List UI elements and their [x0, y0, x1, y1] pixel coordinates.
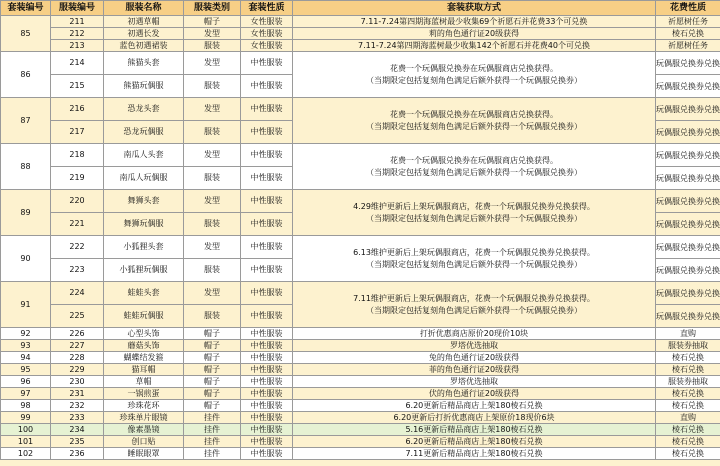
- item-number: 235: [51, 436, 104, 448]
- acquire-method: 花费一个玩偶服兑换券在玩偶服商店兑换获得。 （当期限定包括复刻角色满足后额外获得一个玩偶服兑换券）: [293, 144, 656, 190]
- set-number: 92: [1, 328, 51, 340]
- item-category: 挂件: [184, 448, 241, 460]
- item-number: 222: [51, 236, 104, 259]
- table-row: [1, 236, 720, 259]
- acquire-method: 兔的角色通行证20级获得: [293, 352, 656, 364]
- set-nature: 中性服装: [241, 282, 293, 305]
- set-nature: 中性服装: [241, 98, 293, 121]
- set-nature: 中性服装: [241, 236, 293, 259]
- item-number: 215: [51, 75, 104, 98]
- cost-type: 玩偶服兑换券兑换: [656, 98, 720, 121]
- item-name: 心型头饰: [104, 328, 184, 340]
- acquire-method: 6.13维护更新后上架玩偶服商店，花费一个玩偶服兑换券兑换获得。 （当期限定包括复刻角色满足后额外获得一个玩偶服兑换券）: [293, 236, 656, 282]
- item-category: 发型: [184, 52, 241, 75]
- cost-type: 直购: [656, 412, 720, 424]
- item-name: 像素墨镜: [104, 424, 184, 436]
- acquire-method: 6.20更新后精品商店上架180棱石兑换: [293, 436, 656, 448]
- item-category: 发型: [184, 236, 241, 259]
- table-row: [1, 352, 720, 364]
- item-name: 小狐狸头套: [104, 236, 184, 259]
- item-category: 发型: [184, 98, 241, 121]
- acquire-method: 莉的角色通行证20级获得: [293, 28, 656, 40]
- table-row: [1, 448, 720, 460]
- set-nature: 中性服装: [241, 364, 293, 376]
- item-number: 220: [51, 190, 104, 213]
- acquire-method: 7.11更新后精品商店上架180棱石兑换: [293, 448, 656, 460]
- header-set-number: 套装编号: [1, 1, 51, 16]
- set-nature: 中性服装: [241, 424, 293, 436]
- item-category: 帽子: [184, 352, 241, 364]
- cost-type: 玩偶服兑换券兑换: [656, 144, 720, 167]
- cost-type: 棱石兑换: [656, 28, 720, 40]
- table-row: [1, 98, 720, 121]
- set-number: 97: [1, 388, 51, 400]
- set-nature: 中性服装: [241, 388, 293, 400]
- header-item-category: 服装类别: [184, 1, 241, 16]
- cost-type: 玩偶服兑换券兑换: [656, 75, 720, 98]
- table-row: [1, 16, 720, 28]
- item-name: 睡眠眼罩: [104, 448, 184, 460]
- header-cost-type: 花费性质: [656, 1, 720, 16]
- item-name: 珍珠单片眼镜: [104, 412, 184, 424]
- item-number: 232: [51, 400, 104, 412]
- item-name: 珍珠花环: [104, 400, 184, 412]
- header-row: [1, 1, 720, 16]
- cost-type: 祈愿树任务: [656, 40, 720, 52]
- table-row: [1, 436, 720, 448]
- cost-type: 服装券抽取: [656, 340, 720, 352]
- item-category: 发型: [184, 28, 241, 40]
- set-nature: 中性服装: [241, 75, 293, 98]
- cost-type: 棱石兑换: [656, 400, 720, 412]
- table-row: [1, 28, 720, 40]
- acquire-method: 7.11-7.24第四期海蓝树最少收集69个祈愿石并花费33个可兑换: [293, 16, 656, 28]
- set-nature: 中性服装: [241, 52, 293, 75]
- item-name: 南瓜人玩偶服: [104, 167, 184, 190]
- set-nature: 中性服装: [241, 305, 293, 328]
- set-number: 85: [1, 16, 51, 52]
- acquire-method: 5.16更新后精品商店上架180棱石兑换: [293, 424, 656, 436]
- set-number: 101: [1, 436, 51, 448]
- table-row: [1, 190, 720, 213]
- table-row: [1, 52, 720, 75]
- table-row: [1, 340, 720, 352]
- set-nature: 中性服装: [241, 167, 293, 190]
- acquire-method: 6.20更新后打折优惠商店上架原价18现价6块: [293, 412, 656, 424]
- item-name: 蛙蛙玩偶服: [104, 305, 184, 328]
- set-number: 87: [1, 98, 51, 144]
- set-number: 94: [1, 352, 51, 364]
- set-nature: 中性服装: [241, 376, 293, 388]
- acquire-method: 菲的角色通行证20级获得: [293, 364, 656, 376]
- item-category: 帽子: [184, 364, 241, 376]
- acquire-method: 打折优惠商店原价20现价10块: [293, 328, 656, 340]
- set-nature: 中性服装: [241, 340, 293, 352]
- table-row: [1, 388, 720, 400]
- item-category: 帽子: [184, 376, 241, 388]
- table-row: [1, 40, 720, 52]
- item-name: 创口贴: [104, 436, 184, 448]
- item-name: 一锅煎蛋: [104, 388, 184, 400]
- set-nature: 女性服装: [241, 16, 293, 28]
- item-number: 211: [51, 16, 104, 28]
- acquire-method: 4.29维护更新后上架玩偶服商店，花费一个玩偶服兑换券兑换获得。 （当期限定包括复刻角色满足后额外获得一个玩偶服兑换券）: [293, 190, 656, 236]
- header-item-name: 服装名称: [104, 1, 184, 16]
- item-number: 231: [51, 388, 104, 400]
- header-item-number: 服装编号: [51, 1, 104, 16]
- acquire-method: 花费一个玩偶服兑换券在玩偶服商店兑换获得。 （当期限定包括复刻角色满足后额外获得一个玩偶服兑换券）: [293, 98, 656, 144]
- set-nature: 中性服装: [241, 121, 293, 144]
- set-nature: 中性服装: [241, 352, 293, 364]
- acquire-method: 罗塔优选抽取: [293, 376, 656, 388]
- set-nature: 女性服装: [241, 28, 293, 40]
- set-nature: 中性服装: [241, 144, 293, 167]
- table-row: [1, 282, 720, 305]
- item-category: 帽子: [184, 340, 241, 352]
- item-category: 服装: [184, 40, 241, 52]
- cost-type: 玩偶服兑换券兑换: [656, 236, 720, 259]
- item-number: 233: [51, 412, 104, 424]
- item-name: 舞狮玩偶服: [104, 213, 184, 236]
- acquire-method: 7.11维护更新后上架玩偶服商店，花费一个玩偶服兑换券兑换获得。 （当期限定包括复刻角色满足后额外获得一个玩偶服兑换券）: [293, 282, 656, 328]
- set-number: 90: [1, 236, 51, 282]
- item-name: 舞狮头套: [104, 190, 184, 213]
- cost-type: 玩偶服兑换券兑换: [656, 213, 720, 236]
- item-name: 蝴蝶结发箍: [104, 352, 184, 364]
- item-category: 服装: [184, 305, 241, 328]
- item-number: 221: [51, 213, 104, 236]
- set-number: 98: [1, 400, 51, 412]
- item-number: 230: [51, 376, 104, 388]
- item-category: 发型: [184, 190, 241, 213]
- table-row: [1, 364, 720, 376]
- acquire-method: 罗塔优选抽取: [293, 340, 656, 352]
- item-category: 帽子: [184, 400, 241, 412]
- set-number: 91: [1, 282, 51, 328]
- set-nature: 女性服装: [241, 40, 293, 52]
- set-nature: 中性服装: [241, 190, 293, 213]
- item-number: 234: [51, 424, 104, 436]
- cost-type: 玩偶服兑换券兑换: [656, 259, 720, 282]
- table-row: [1, 424, 720, 436]
- cost-type: 玩偶服兑换券兑换: [656, 121, 720, 144]
- table-row: [1, 144, 720, 167]
- cost-type: 玩偶服兑换券兑换: [656, 190, 720, 213]
- item-name: 恐龙玩偶服: [104, 121, 184, 144]
- cost-type: 玩偶服兑换券兑换: [656, 167, 720, 190]
- item-category: 帽子: [184, 388, 241, 400]
- table-row: [1, 412, 720, 424]
- set-number: 89: [1, 190, 51, 236]
- item-name: 初遇长发: [104, 28, 184, 40]
- item-category: 服装: [184, 259, 241, 282]
- item-number: 218: [51, 144, 104, 167]
- cost-type: 棱石兑换: [656, 424, 720, 436]
- acquire-method: 伏的角色通行证20级获得: [293, 388, 656, 400]
- item-name: 猫耳帽: [104, 364, 184, 376]
- item-number: 219: [51, 167, 104, 190]
- item-name: 南瓜人头套: [104, 144, 184, 167]
- item-number: 225: [51, 305, 104, 328]
- set-number: 86: [1, 52, 51, 98]
- cost-type: 祈愿树任务: [656, 16, 720, 28]
- item-name: 恐龙头套: [104, 98, 184, 121]
- item-name: 蘑菇头饰: [104, 340, 184, 352]
- set-nature: 中性服装: [241, 412, 293, 424]
- item-number: 214: [51, 52, 104, 75]
- item-category: 帽子: [184, 328, 241, 340]
- acquire-method: 花费一个玩偶服兑换券在玩偶服商店兑换获得。 （当期限定包括复刻角色满足后额外获得一个玩偶服兑换券）: [293, 52, 656, 98]
- set-nature: 中性服装: [241, 436, 293, 448]
- item-number: 236: [51, 448, 104, 460]
- item-category: 挂件: [184, 412, 241, 424]
- cost-type: 棱石兑换: [656, 436, 720, 448]
- cost-type: 棱石兑换: [656, 388, 720, 400]
- item-number: 229: [51, 364, 104, 376]
- item-number: 216: [51, 98, 104, 121]
- set-number: 99: [1, 412, 51, 424]
- acquire-method: 7.11-7.24第四期海蓝树最少收集142个祈愿石并花费40个可兑换: [293, 40, 656, 52]
- cost-type: 玩偶服兑换券兑换: [656, 52, 720, 75]
- cost-type: 棱石兑换: [656, 352, 720, 364]
- item-name: 熊猫玩偶服: [104, 75, 184, 98]
- set-number: 93: [1, 340, 51, 352]
- item-number: 217: [51, 121, 104, 144]
- item-name: 蛙蛙头套: [104, 282, 184, 305]
- cost-type: 玩偶服兑换券兑换: [656, 305, 720, 328]
- set-number: 96: [1, 376, 51, 388]
- item-number: 212: [51, 28, 104, 40]
- set-number: 88: [1, 144, 51, 190]
- item-name: 小狐狸玩偶服: [104, 259, 184, 282]
- set-nature: 中性服装: [241, 448, 293, 460]
- cost-type: 服装券抽取: [656, 376, 720, 388]
- set-number: 95: [1, 364, 51, 376]
- header-set-nature: 套装性质: [241, 1, 293, 16]
- table-row: [1, 400, 720, 412]
- item-category: 帽子: [184, 16, 241, 28]
- item-number: 223: [51, 259, 104, 282]
- item-name: 熊猫头套: [104, 52, 184, 75]
- cost-type: 棱石兑换: [656, 448, 720, 460]
- item-number: 228: [51, 352, 104, 364]
- item-category: 发型: [184, 144, 241, 167]
- item-category: 挂件: [184, 424, 241, 436]
- item-name: 蓝色初遇裙装: [104, 40, 184, 52]
- item-category: 服装: [184, 213, 241, 236]
- item-number: 224: [51, 282, 104, 305]
- item-name: 初遇草帽: [104, 16, 184, 28]
- acquire-method: 6.20更新后精品商店上架180棱石兑换: [293, 400, 656, 412]
- set-nature: 中性服装: [241, 328, 293, 340]
- item-category: 服装: [184, 167, 241, 190]
- header-acquire-method: 套装获取方式: [293, 1, 656, 16]
- table-row: [1, 376, 720, 388]
- table-row: [1, 328, 720, 340]
- item-category: 服装: [184, 121, 241, 144]
- cost-type: 棱石兑换: [656, 364, 720, 376]
- set-number: 102: [1, 448, 51, 460]
- item-category: 挂件: [184, 436, 241, 448]
- item-category: 发型: [184, 282, 241, 305]
- cost-type: 玩偶服兑换券兑换: [656, 282, 720, 305]
- item-number: 227: [51, 340, 104, 352]
- item-name: 草帽: [104, 376, 184, 388]
- set-number: 100: [1, 424, 51, 436]
- set-nature: 中性服装: [241, 259, 293, 282]
- item-number: 226: [51, 328, 104, 340]
- item-category: 服装: [184, 75, 241, 98]
- item-number: 213: [51, 40, 104, 52]
- set-nature: 中性服装: [241, 213, 293, 236]
- cost-type: 直购: [656, 328, 720, 340]
- set-nature: 中性服装: [241, 400, 293, 412]
